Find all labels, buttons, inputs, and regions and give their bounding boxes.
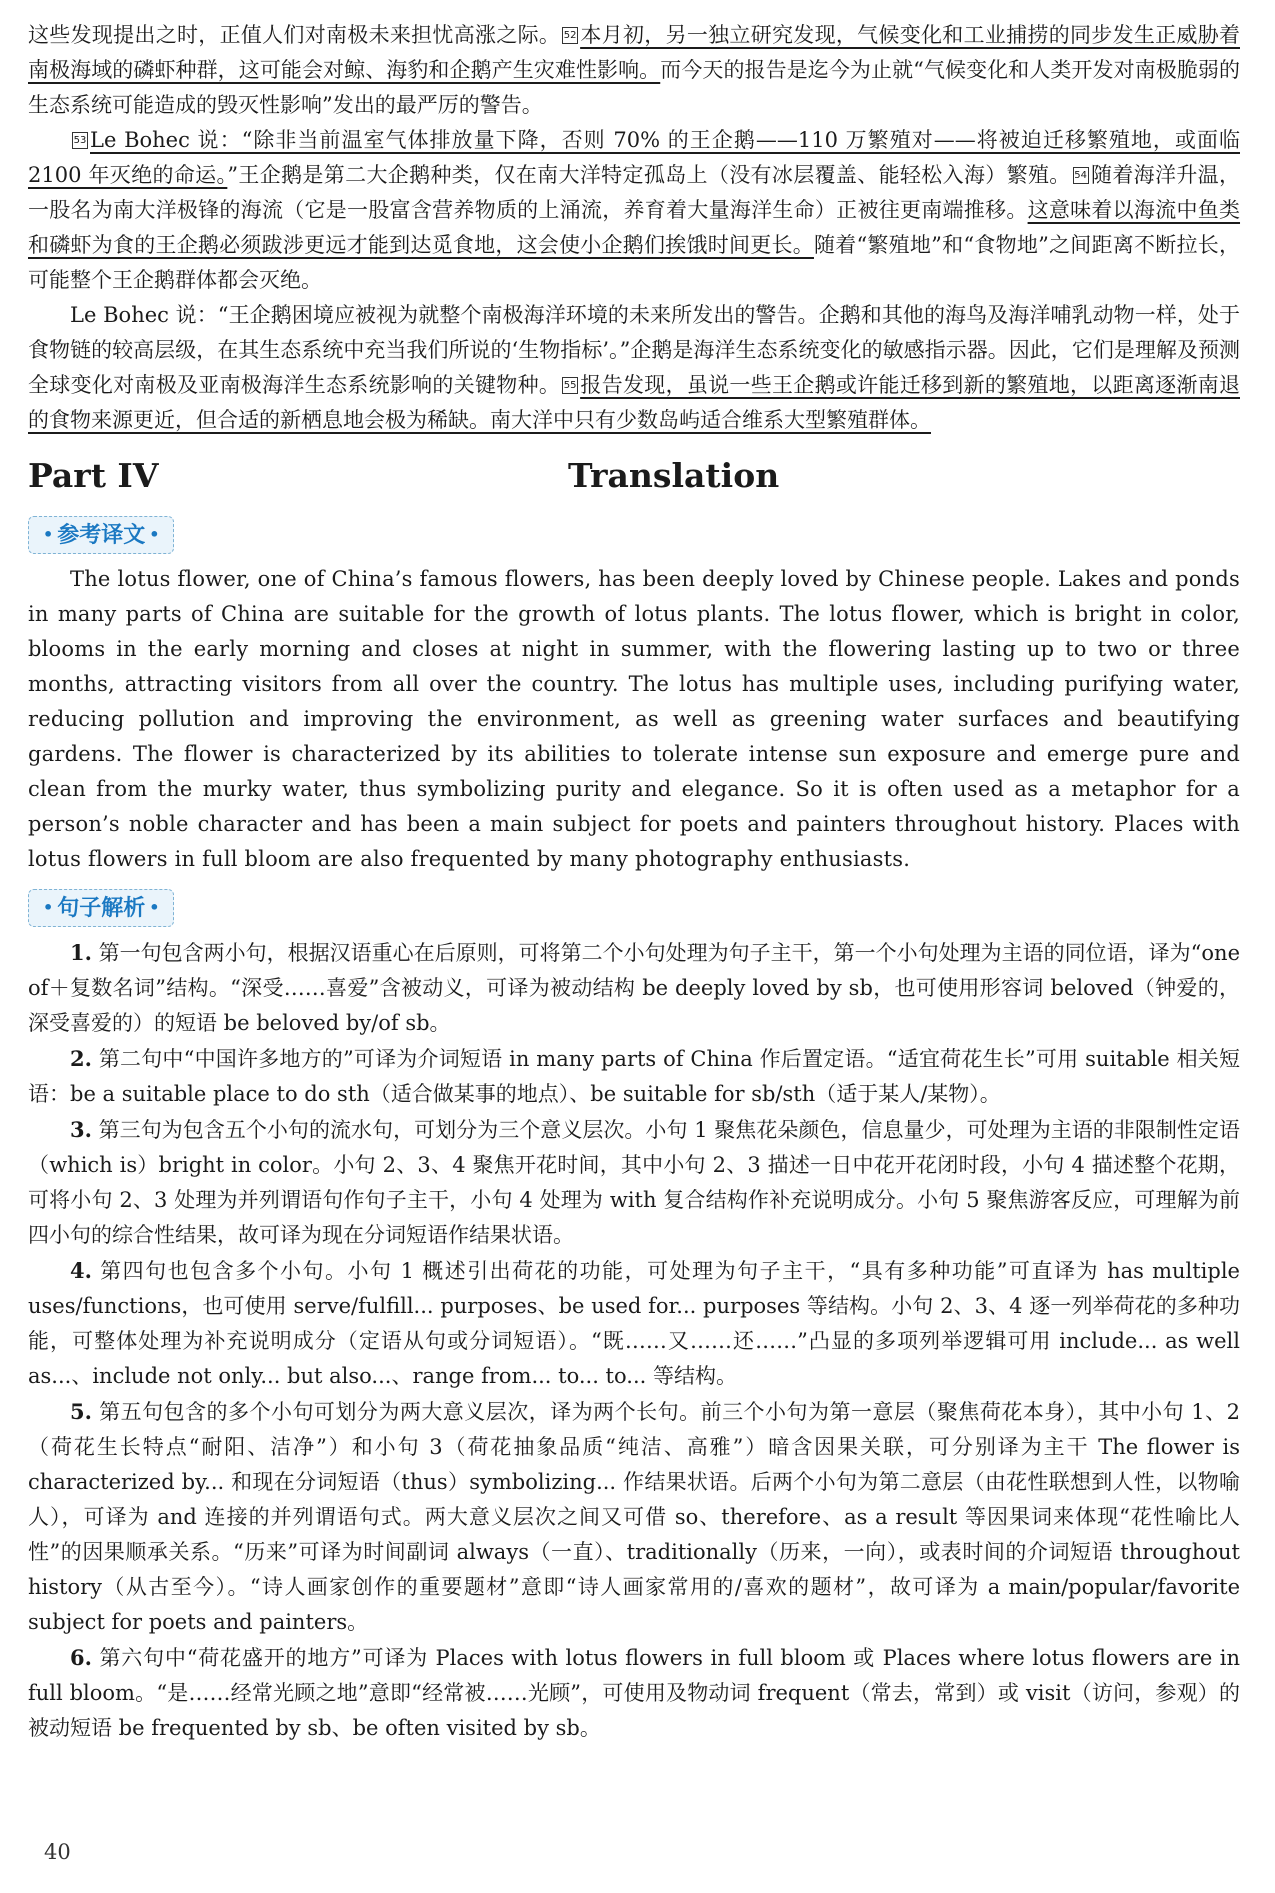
section-tag-label: 参考译文	[57, 523, 146, 548]
page-content	[28, 18, 1240, 1746]
underlined-answer-52: 本月初，另一独立研究发现，气候变化和工业捕捞的同步发生正威胁着南极海域的磷虾种群，这可能会对鲸、海豹和企鹅产生灾难性影响。	[28, 23, 1240, 82]
passage-paragraph-3	[28, 298, 1240, 438]
passage-paragraph-2	[28, 123, 1240, 298]
passage-text: 这些发现提出之时，正值人们对南极未来担忧高涨之际。	[28, 23, 561, 47]
analysis-item-6	[28, 1640, 1240, 1746]
bullet-dot-icon: •	[149, 898, 160, 917]
analysis-item-number: 4.	[70, 1258, 92, 1283]
passage-text: 而今天的报告是迄今为止就“气候变化和人类开发对南极脆弱的生态系统可能造成的毁灭性影响”发出的最严厉的警告。	[28, 58, 1241, 117]
analysis-item-5	[28, 1394, 1240, 1640]
analysis-item-1	[28, 935, 1240, 1041]
analysis-item-3	[28, 1112, 1240, 1253]
passage-text: 随着海洋升温，一股名为南大洋极锋的海流（它是一股富含营养物质的上涌流，养育着大量海洋生命）正被往更南端推移。	[28, 163, 1241, 222]
analysis-item-number: 6.	[70, 1645, 92, 1670]
analysis-item-number: 2.	[70, 1046, 92, 1071]
part-heading	[28, 446, 1240, 510]
question-marker-52: 52	[562, 27, 578, 44]
reference-translation-tag	[28, 516, 174, 554]
question-marker-54: 54	[1073, 167, 1089, 184]
analysis-item-4	[28, 1253, 1240, 1394]
sentence-analysis-tag	[28, 889, 174, 927]
bullet-dot-icon: •	[43, 898, 54, 917]
analysis-item-2	[28, 1041, 1240, 1112]
passage-paragraph-1	[28, 18, 1240, 123]
passage-text: ”王企鹅是第二大企鹅种类，仅在南大洋特定孤岛上（没有冰层覆盖、能轻松入海）繁殖。	[227, 163, 1071, 187]
bullet-dot-icon: •	[43, 525, 54, 544]
underlined-answer-53: Le Bohec 说：“除非当前温室气体排放量下降，否则 70% 的王企鹅——110 万繁殖对——将被迫迁移繁殖地，或面临 2100 年灭绝的命运。	[28, 128, 1240, 187]
analysis-item-text: 第一句包含两小句，根据汉语重心在后原则，可将第二个小句处理为句子主干，第一个小句处理为主语的同位语，译为“one of＋复数名词”结构。“深受……喜爱”含被动义，可译为被动结构 be deeply loved by sb，也可使用形容词 beloved（钟爱的，深受喜爱的）的短语 be beloved by/of sb。	[28, 941, 1240, 1035]
passage-text: 随着“繁殖地”和“食物地”之间距离不断拉长，可能整个王企鹅群体都会灭绝。	[28, 233, 1240, 292]
analysis-item-text: 第六句中“荷花盛开的地方”可译为 Places with lotus flowers in full bloom 或 Places where lotus flowers are in full bloom。“是……经常光顾之地”意即“经常被……光顾”，可使用及物动词 frequent（常去，常到）或 visit（访问，参观）的被动短语 be frequented by sb、be often visited by sb。	[28, 1646, 1240, 1740]
question-marker-55: 55	[562, 377, 578, 394]
underlined-answer-55: 报告发现，虽说一些王企鹅或许能迁移到新的繁殖地，以距离逐渐南退的食物来源更近，但合适的新栖息地会极为稀缺。南大洋中只有少数岛屿适合维系大型繁殖群体。	[28, 373, 1240, 432]
analysis-item-number: 1.	[70, 940, 92, 965]
page-number: 40	[44, 1840, 71, 1864]
underlined-answer-54: 这意味着以海流中鱼类和磷虾为食的王企鹅必须跋涉更远才能到达觅食地，这会使小企鹅们挨饿时间更长。	[28, 198, 1241, 257]
passage-text: Le Bohec 说：“王企鹅困境应被视为就整个南极海洋环境的未来所发出的警告。企鹅和其他的海鸟及海洋哺乳动物一样，处于食物链的较高层级，在其生态系统中充当我们所说的‘生物指标’。”企鹅是海洋生态系统变化的敏感指示器。因此，它们是理解及预测全球变化对南极及亚南极海洋生态系统影响的关键物种。	[28, 303, 1240, 397]
question-marker-53: 53	[72, 132, 88, 149]
reference-translation-text: The lotus flower, one of China’s famous flowers, has been deeply loved by Chinese people. Lakes and ponds in many parts of China are suitable for the growth of lotus plants. The lotus flower, which is bright in color, blooms in the early morning and closes at night in summer, with the flowering lasting up to two or three months, attracting visitors from all over the country. The lotus has multiple uses, including purifying water, reducing pollution and improving the environment, as well as greening water surfaces and beautifying gardens. The flower is characterized by its abilities to tolerate intense sun exposure and emerge pure and clean from the murky water, thus symbolizing purity and elegance. So it is often used as a metaphor for a person’s noble character and has been a main subject for poets and painters throughout history. Places with lotus flowers in full bloom are also frequented by many photography enthusiasts.	[28, 567, 1240, 871]
analysis-item-text: 第三句为包含五个小句的流水句，可划分为三个意义层次。小句 1 聚焦花朵颜色，信息量少，可处理为主语的非限制性定语（which is）bright in color。小句 2、3、4 聚焦开花时间，其中小句 2、3 描述一日中花开花闭时段，小句 4 描述整个花期，可将小句 2、3 处理为并列谓语句作句子主干，小句 4 处理为 with 复合结构作补充说明成分。小句 5 聚焦游客反应，可理解为前四小句的综合性结果，故可译为现在分词短语作结果状语。	[28, 1118, 1240, 1247]
analysis-item-number: 3.	[70, 1117, 92, 1142]
analysis-item-text: 第五句包含的多个小句可划分为两大意义层次，译为两个长句。前三个小句为第一意层（聚焦荷花本身），其中小句 1、2（荷花生长特点“耐阳、洁净”）和小句 3（荷花抽象品质“纯洁、高雅”）暗含因果关联，可分别译为主干 The flower is characterized by... 和现在分词短语（thus）symbolizing... 作结果状语。后两个小句为第二意层（由花性联想到人性，以物喻人），可译为 and 连接的并列谓语句式。两大意义层次之间又可借 so、therefore、as a result 等因果词来体现“花性喻比人性”的因果顺承关系。“历来”可译为时间副词 always（一直）、traditionally（历来，一向），或表时间的介词短语 throughout history（从古至今）。“诗人画家创作的重要题材”意即“诗人画家常用的/喜欢的题材”，故可译为 a main/popular/favorite subject for poets and painters。	[28, 1400, 1240, 1634]
section-tag-label: 句子解析	[57, 896, 146, 921]
analysis-item-number: 5.	[70, 1399, 92, 1424]
analysis-item-text: 第二句中“中国许多地方的”可译为介词短语 in many parts of China 作后置定语。“适宜荷花生长”可用 suitable 相关短语：be a suitable place to do sth（适合做某事的地点）、be suitable for sb/sth（适于某人/某物）。	[28, 1047, 1240, 1106]
part-title: Translation	[568, 456, 780, 495]
part-label: Part IV	[28, 456, 159, 495]
bullet-dot-icon: •	[149, 525, 160, 544]
analysis-item-text: 第四句也包含多个小句。小句 1 概述引出荷花的功能，可处理为句子主干，“具有多种功能”可直译为 has multiple uses/functions，也可使用 serve/fulfill... purposes、be used for... purposes 等结构。小句 2、3、4 逐一列举荷花的多种功能，可整体处理为补充说明成分（定语从句或分词短语）。“既……又……还……”凸显的多项列举逻辑可用 include... as well as...、include not only... but also...、range from... to... to... 等结构。	[28, 1259, 1240, 1388]
